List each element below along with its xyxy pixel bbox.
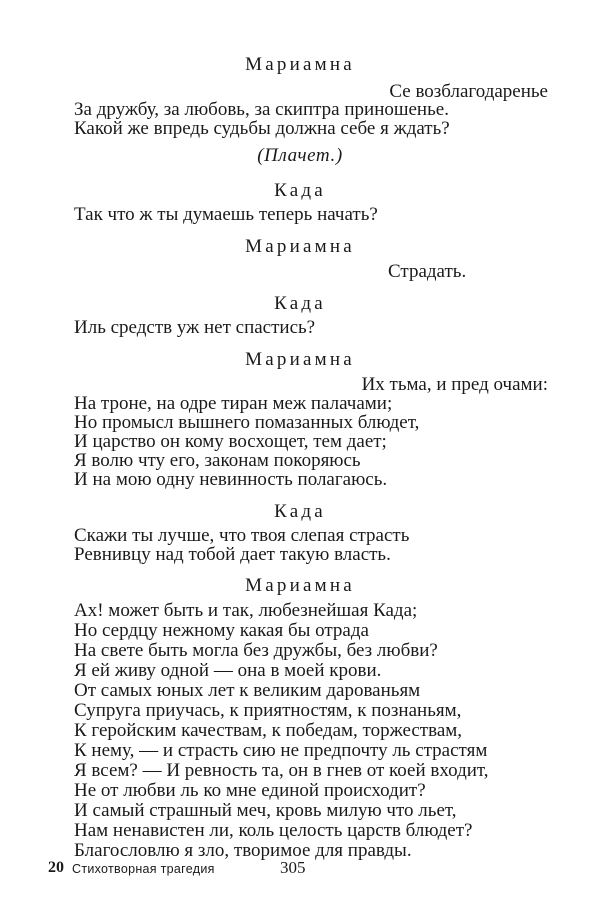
verse-line: Но промысл вышнего помазанных блюдет, xyxy=(74,412,420,433)
verse-line: Ах! может быть и так, любезнейшая Када; xyxy=(74,600,418,621)
verse-line: Я ей живу одной — она в моей крови. xyxy=(74,660,382,681)
speaker-heading: Када xyxy=(274,180,326,201)
signature-mark: 20 xyxy=(48,859,64,876)
verse-line: Нам ненавистен ли, коль целость царств блюдет? xyxy=(74,820,473,841)
speaker-heading: Мариамна xyxy=(245,236,355,257)
verse-line: Ревнивцу над тобой дает такую власть. xyxy=(74,544,391,565)
verse-line: И на мою одну невинность полагаюсь. xyxy=(74,469,388,490)
speaker-heading: Мариамна xyxy=(245,575,355,596)
page-number: 305 xyxy=(280,858,306,877)
verse-line: За дружбу, за любовь, за скиптра приношенье. xyxy=(74,99,449,120)
running-footer-title: Стихотворная трагедия xyxy=(72,862,215,876)
verse-line: От самых юных лет к великим дарованьям xyxy=(74,680,421,701)
speaker-heading: Када xyxy=(274,293,326,314)
speaker-heading: Када xyxy=(274,501,326,522)
verse-line: На троне, на одре тиран меж палачами; xyxy=(74,393,393,414)
verse-line: Благословлю я зло, творимое для правды. xyxy=(74,840,412,861)
verse-line: К нему, — и страсть сию не предпочту ль страстям xyxy=(74,740,488,761)
verse-line: На свете быть могла без дружбы, без любви? xyxy=(74,640,438,661)
speaker-heading: Мариамна xyxy=(245,54,355,75)
verse-line: Их тьма, и пред очами: xyxy=(361,374,548,395)
verse-line: Иль средств уж нет спастись? xyxy=(74,317,316,338)
verse-line: Так что ж ты думаешь теперь начать? xyxy=(74,204,378,225)
verse-line: Но сердцу нежному какая бы отрада xyxy=(74,620,369,641)
verse-line: Я всем? — И ревность та, он в гнев от коей входит, xyxy=(74,760,489,781)
verse-line: К геройским качествам, к победам, торжествам, xyxy=(74,720,463,741)
stage-direction: (Плачет.) xyxy=(257,145,343,166)
verse-line: Я волю чту его, законам покоряюсь xyxy=(74,450,361,471)
verse-line: И царство он кому восхощет, тем дает; xyxy=(74,431,387,452)
verse-line: Какой же впредь судьбы должна себе я ждать? xyxy=(74,118,450,139)
verse-line: Не от любви ль ко мне единой происходит? xyxy=(74,780,426,801)
verse-line: И самый страшный меч, кровь милую что льет, xyxy=(74,800,457,821)
verse-line: Супруга приучась, к приятностям, к познаньям, xyxy=(74,700,462,721)
verse-line: Страдать. xyxy=(388,261,467,282)
verse-line: Скажи ты лучше, что твоя слепая страсть xyxy=(74,525,410,546)
speaker-heading: Мариамна xyxy=(245,349,355,370)
verse-line: Се возблагодаренье xyxy=(389,81,548,102)
